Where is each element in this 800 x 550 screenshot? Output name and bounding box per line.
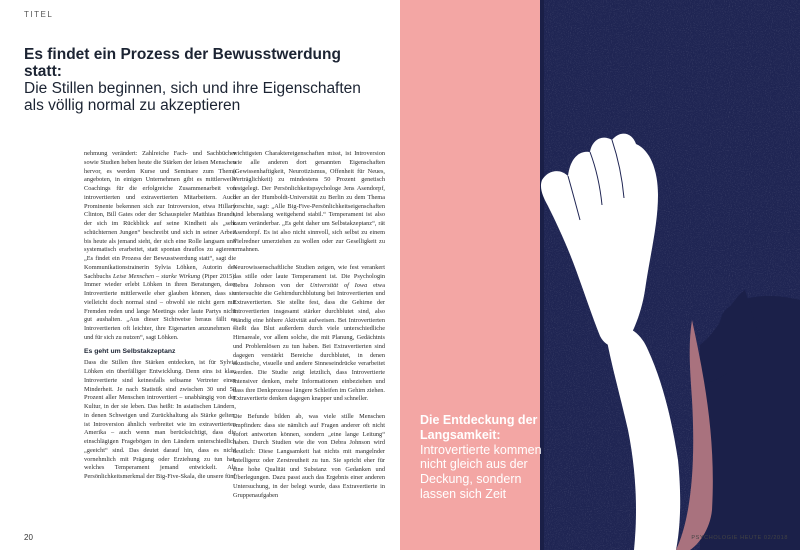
paragraph-text: Neurowissenschaftliche Studien zeigen, wie fest verankert das stille oder laute Temperament ist. Die Psychologin Debra Johnson von der	[233, 264, 385, 289]
paragraph: wichtigsten Charaktereigenschaften misst, ist Introversion wie alle anderen dort genannten Eigenschaften (Gewissenhaftigkeit, Neurotizismus, Offenheit für Neues, Verträglichkeit) zu mindestens 50 Prozent genetisch festgelegt. Der Persönlichkeitspsychologe Jens Asendorpf, der an der Humboldt-Universität zu Berlin zu dem Thema forschte, sagt: „Alle Big-Five-Persönlichkeitseigenschaften sind lebenslang weitgehend stabil.“ Temperament ist also kaum veränderbar. „Es geht daher um Selbstakzeptanz“, rät Asendorpf. Es ist also nicht sinnvoll, sich selbst zu einem Vielredner umerziehen zu wollen oder zur Geselligkeit zu ermahnen.	[233, 150, 385, 254]
section-label: TITEL	[24, 10, 54, 19]
text-column-1	[84, 150, 236, 482]
headline-subtitle: Die Stillen beginnen, sich und ihre Eigenschaften als völlig normal zu akzeptieren	[24, 80, 361, 114]
pull-quote	[420, 413, 550, 502]
article-headline	[24, 46, 374, 114]
paragraph-text: etwa untersuchte die Gehirndurchblutung bei Introvertierten und Extravertierten. Sie stellte fest, dass die Gehirne der Introvertierten insgesamt stärker durchblutet sind, also ständig eine höhere Aktivität aufweisen. Bei Introvertierten fließt das Blut außerdem durch viele unterschiedliche Hirnareale, vor allem solche, die mit Planung, Gedächtnis und Problemlösen zu tun haben. Bei Extravertierten sind dagegen verstärkt Bereiche durchblutet, in denen akustische, visuelle und andere Sinneseindrücke verarbeitet werden. Die Studie zeigt letztlich, dass Introvertierte intensiver denken, mehr Informationen einbeziehen und dass ihre Denkprozesse längere Schleifen im Gehirn ziehen. Extravertierte denken dagegen knapper und schneller.	[233, 281, 385, 403]
page-number: 20	[24, 533, 33, 542]
right-page-illustration	[400, 0, 800, 550]
university-name: Universität of Iowa	[309, 281, 368, 289]
book-title: Leise Menschen – starke Wirkung	[113, 272, 201, 280]
paragraph: Dass die Stillen ihre Stärken entdecken, ist für Sylvia Löhken ein überfälliger Entwicklung. Denn eins ist klar: Introvertierte sind keinesfalls seltsame Vertreter einer Minderheit. Je nach Statistik sind zwischen 30 und 50 Prozent aller Menschen introvertiert – unabhängig von der Kultur, in der sie leben. Das heißt: In asiatischen Ländern, in denen Schweigen und Zurückhaltung als Stärke gelten, ist Introversion ähnlich verbreitet wie im extravertierten Amerika – auch wenn man berücksichtigt, dass die einschlägigen Fragebögen in den Ländern unterschiedlich „geeicht“ sind. Das deutet darauf hin, dass es nicht vornehmlich mit Prägung oder Erziehung zu tun hat, welches Temperament jemand entwickelt. Als Persönlichkeitsmerkmal der Big-Five-Skala, die unsere fünf	[84, 359, 236, 480]
magazine-footer: PSYCHOLOGIE HEUTE 02/2018	[691, 535, 788, 541]
pull-quote-title: Die Entdeckung der Langsamkeit:	[420, 413, 538, 442]
paragraph-text: nehmung verändert: Zahlreiche Fach- und Sachbücher sowie Studien heben heute die Stärken der leisen Menschen hervor, es werden Kurse und Seminare zum Thema angeboten, in einigen Unternehmen gibt es mittlerweile Coachings für die erfolgreiche Zusammenarbeit von introvertierten und extravertierten Mitarbeitern. Auch Prominente bekennen sich zur Introversion, etwa Hillary Clinton, Bill Gates oder der Schauspieler Matthias Brandt, der sich im Rückblick auf seine Kindheit als „sehr schüchternen Jungen“ beschreibt und sich in seiner Arbeit bis heute als jemand sieht, der sich eine Rolle langsam und systematisch erarbeitet, statt spontan drauflos zu agieren. „Es findet ein Prozess der Bewusstwerdung statt“, sagt die Kommunikationstrainerin Sylvia Löhken, Autorin des Sachbuchs	[84, 150, 236, 280]
pull-quote-text: Introvertierte kommen nicht gleich aus der Deckung, sondern lassen sich Zeit	[420, 442, 542, 501]
paragraph	[233, 264, 385, 404]
text-column-2	[233, 150, 385, 501]
headline-bold: Es findet ein Prozess der Bewusstwerdung statt:	[24, 46, 341, 80]
paragraph	[84, 150, 236, 343]
paragraph-text: (Piper 2015). Immer wieder erlebt Löhken in ihren Beratungen, dass Introvertierte mittlerweile eher glauben können, dass sie vielleicht doch normal sind – obwohl sie nicht gern mit Fremden reden und lange Meetings oder laute Partys nicht gut aushalten. „Aus dieser Sichtweise heraus fällt es Introvertierten oft leichter, ihre Eigenarten anzunehmen – und für sich zu nutzen“, sagt Löhken.	[84, 272, 237, 341]
subheading: Es geht um Selbstakzeptanz	[84, 347, 176, 355]
paragraph: Die Befunde bilden ab, was viele stille Menschen empfinden: dass sie nämlich auf Fragen anderer oft nicht sofort antworten können, sondern „eine lange Leitung“ haben. Durch Studien wie die von Debra Johnson wird deutlich: Diese Langsamkeit hat nichts mit mangelnder Intelligenz oder Zerstreutheit zu tun. Sie spricht eher für eine hohe Qualität und Substanz von Gedanken und Überlegungen. Dazu passt auch das Ergebnis einer anderen Untersuchung, in der belegt wurde, dass Extravertierte in Gruppenaufgaben	[233, 413, 385, 499]
